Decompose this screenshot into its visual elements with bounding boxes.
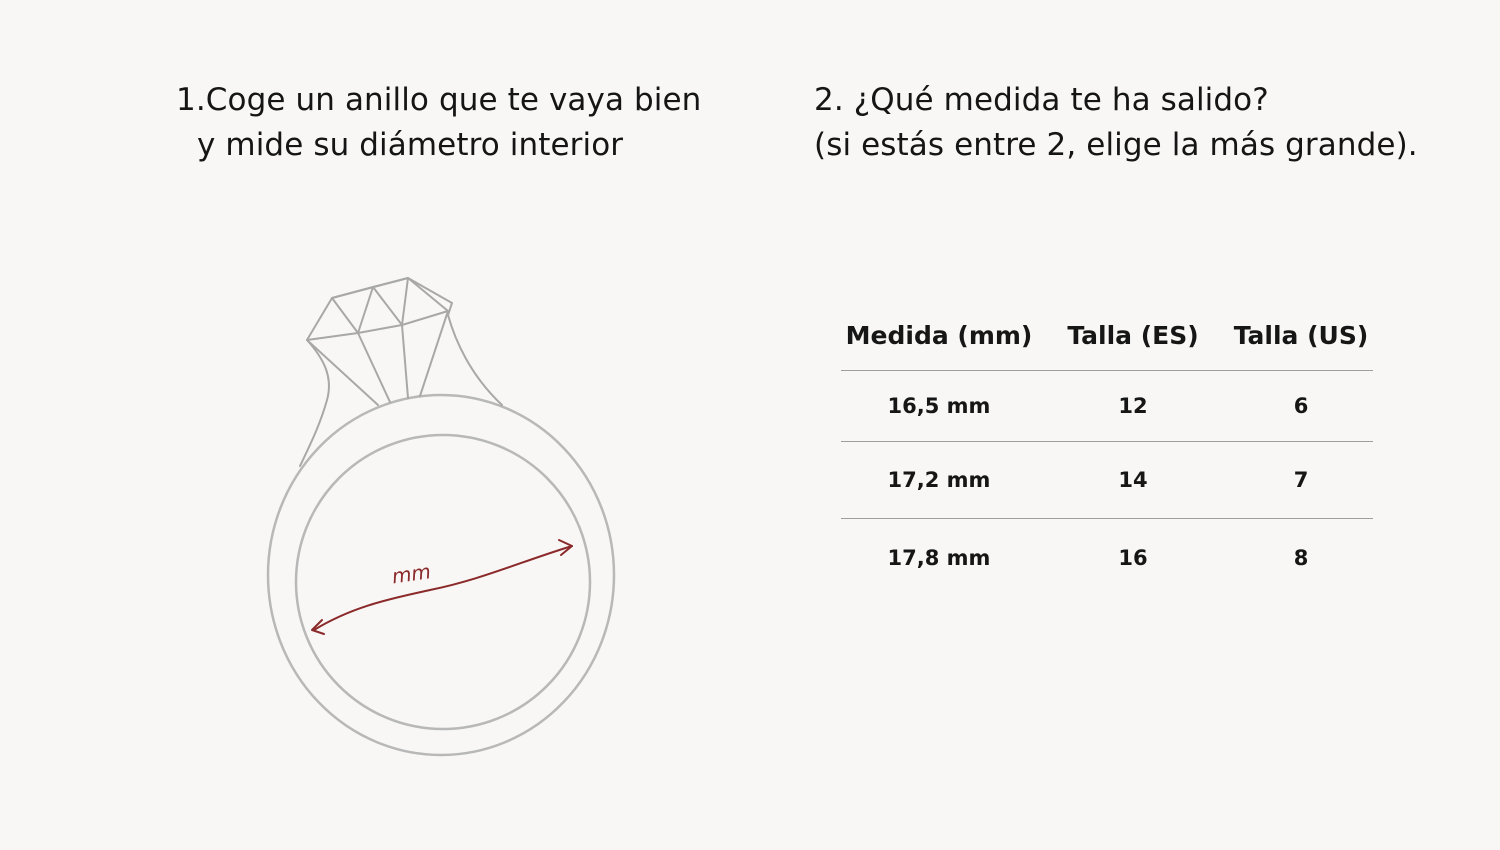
- table-row: [841, 442, 1373, 519]
- step-1-line-1: 1.Coge un anillo que te vaya bien: [176, 82, 702, 118]
- header-medida: Medida (mm): [841, 300, 1037, 371]
- diamond-crown: [307, 278, 452, 340]
- table-row: [841, 371, 1373, 442]
- header-talla-us: Talla (US): [1229, 300, 1373, 371]
- cell-medida: 17,2 mm: [841, 442, 1037, 519]
- size-table: [841, 300, 1373, 597]
- cell-talla-us: 6: [1229, 371, 1373, 442]
- ring-diameter-icon: [255, 265, 635, 765]
- step-2-instruction: [814, 78, 1418, 168]
- setting-right-prong: [448, 315, 502, 405]
- diamond-pavilion: [307, 340, 378, 405]
- ring-band-inner: [296, 435, 590, 729]
- cell-medida: 17,8 mm: [887, 546, 991, 570]
- step-1-line-2: y mide su diámetro interior: [197, 127, 624, 163]
- cell-medida: 16,5 mm: [841, 371, 1037, 442]
- table-row: [841, 519, 1373, 598]
- size-table-header: [841, 300, 1373, 371]
- diameter-arrow-line: [314, 546, 572, 630]
- cell-talla-us: 8: [1293, 546, 1309, 570]
- cell-talla-us: 7: [1229, 442, 1373, 519]
- diameter-label: mm: [390, 559, 433, 589]
- step-2-line-1: 2. ¿Qué medida te ha salido?: [814, 82, 1269, 118]
- setting-left-prong: [300, 340, 329, 466]
- step-1-instruction: [176, 78, 701, 168]
- cell-talla-es: 14: [1037, 442, 1229, 519]
- step-2-line-2: (si estás entre 2, elige la más grande).: [814, 127, 1418, 163]
- ring-band-outer: [268, 395, 614, 755]
- cell-talla-es: 12: [1037, 371, 1229, 442]
- cell-talla-es: 16: [1118, 546, 1148, 570]
- header-talla-es: Talla (ES): [1037, 300, 1229, 371]
